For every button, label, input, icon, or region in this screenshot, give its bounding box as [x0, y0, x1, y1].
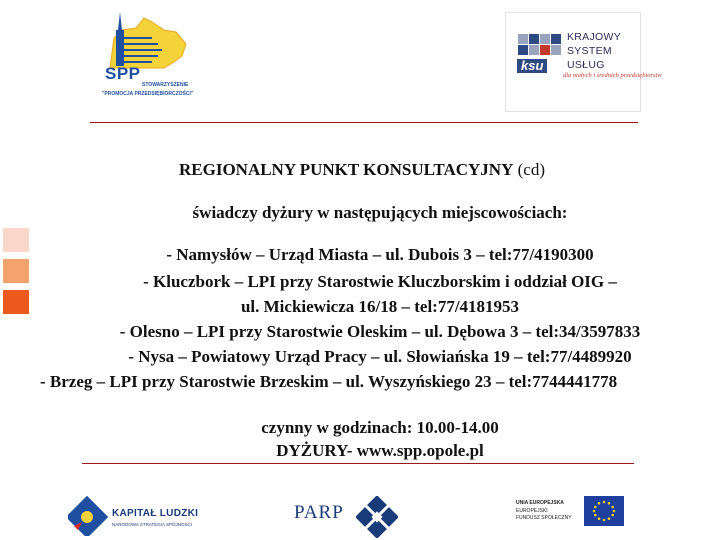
spp-logo: [92, 8, 208, 104]
location-line: - Brzeg – LPI przy Starostwie Brzeskim – ul. Wyszyńskiego 23 – tel:7744441778: [40, 372, 618, 391]
ue-text-2: EUROPEJSKI: [516, 508, 548, 514]
location-line: - Namysłów – Urząd Miasta – ul. Dubois 3 – tel:77/4190300: [166, 245, 594, 264]
ksu-logo-slogan: dla małych i średnich przedsiębiorstw: [563, 72, 662, 79]
opening-hours: czynny w godzinach: 10.00-14.00: [261, 418, 499, 437]
ksu-logo-line-1: KRAJOWY: [567, 31, 622, 43]
location-line: - Kluczbork – LPI przy Starostwie Kluczborskim i oddział OIG –: [143, 272, 617, 291]
location-line: - Nysa – Powiatowy Urząd Pracy – ul. Słowiańska 19 – tel:77/4489920: [128, 347, 632, 366]
kapital-ludzki-logo-icon: [68, 496, 108, 536]
page-title: [2, 160, 720, 180]
spp-logo-subtitle-2: "PROMOCJA PRZEDSIĘBIORCZOŚCI": [102, 91, 194, 97]
location-line: - Olesno – LPI przy Starostwie Oleskim – ul. Dębowa 3 – tel:34/3597833: [119, 322, 641, 341]
ue-text-3: FUNDUSZ SPOŁECZNY: [516, 515, 572, 521]
bottom-divider: [82, 463, 634, 464]
ksu-logo-grid-icon: [518, 34, 562, 58]
page-title-suffix: (cd): [513, 160, 545, 179]
spp-logo-subtitle-1: STOWARZYSZENIE: [142, 82, 189, 88]
duty-website: DYŻURY- www.spp.opole.pl: [276, 441, 484, 460]
parp-logo-text: PARP: [294, 502, 344, 523]
spp-logo-name: SPP: [105, 64, 141, 83]
location-line: ul. Mickiewicza 16/18 – tel:77/4181953: [240, 297, 520, 316]
ue-text-1: UNIA EUROPEJSKA: [516, 500, 564, 506]
parp-logo-icon: [356, 496, 398, 538]
kapital-ludzki-title: KAPITAŁ LUDZKI: [112, 508, 199, 519]
kapital-ludzki-subtitle: NARODOWA STRATEGIA SPÓJNOŚCI: [112, 522, 193, 527]
ksu-logo-abbr: ksu: [517, 59, 547, 73]
ksu-logo-line-2: SYSTEM: [567, 45, 612, 57]
page-title-main: REGIONALNY PUNKT KONSULTACYJNY: [178, 160, 514, 179]
eu-flag-icon: [584, 496, 624, 526]
top-divider: [90, 122, 638, 123]
ksu-logo-line-3: USŁUG: [567, 59, 605, 71]
intro-text: świadczy dyżury w następujących miejscowościach:: [192, 203, 568, 222]
